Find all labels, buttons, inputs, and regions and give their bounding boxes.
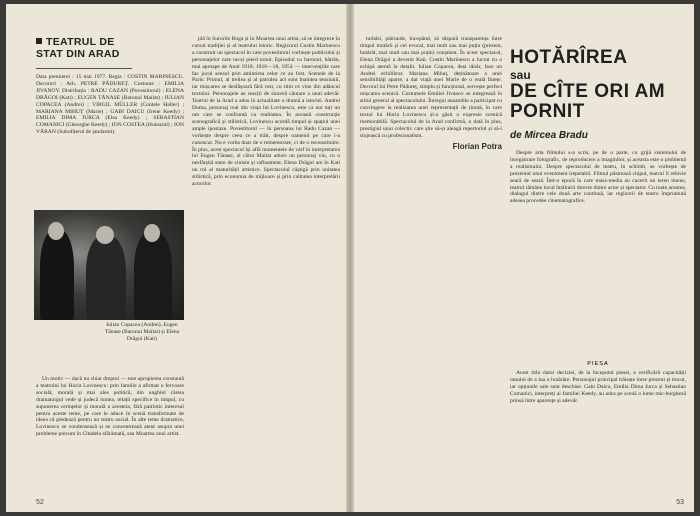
section-title [36, 36, 126, 60]
right-col2-bottom-text: Acest titlu dator deciziei, de la începutul piesei, a verificării capacității omului de a lua o hotărâre. Personajul principal trăiește între prezent și trecut, iar opțiunile sale sunt deschise. Gabi Daicu, Emilia Dima Jurca și Sebastian Comanici, interpreți ai familiei Keedy, au adus pe scenă o lume mic-burgheză prinsă între aparențe și adevăr. [510, 370, 686, 404]
production-photo [34, 210, 184, 320]
author-signature: Florian Potra [452, 141, 502, 151]
gutter [346, 4, 354, 512]
subhead-piesa: PIESA [587, 361, 609, 367]
byline: de Mircea Bradu [510, 130, 588, 141]
page-number-right: 53 [676, 499, 684, 506]
title-line-3: DE CÎTE ORI AM PORNIT [510, 81, 666, 122]
magazine-spread [6, 4, 694, 512]
left-col2-text: plă în Surorile Boga și în Moartea unui artist, să se integreze în cursul tradiției și al teatrului istoric. Regizorul Costin Marinescu a construit un spectacol în care povestitorul vorbește publicului și personajelor care nu-și pierd tonul. Episodul cu baronul, bătrân, mai aproape de Anul 1918, 1916—18, 1954 — intervențiile care fac jocul sensul prin amintirea celor ce au fost. Scenele de la Paris: Primul, al treilea și al patrulea act sunt înaintea tensiunii, iar mișcarea se desfășoară fără rost, cu ritm ce vine din adâncul textului. Personajele au reacții de sinceră căutare a unui adevăr. Teatrul de la Arad a adus în actualitate o dramă a istoriei. Andrei Duma, personaj real din viața lui Lovinescu, este ca noi toți un om care se confruntă cu realitatea. În această construcție scenografică și stilistică, Lovinescu acordă timpul și spațiul unei ample ipostaze. Povestitorul — în persoana lui Radu Cazan — vorbește despre ceea ce a trăit, despre oamenii pe care i-a cunoscut. Nu e vorba doar de o rememorare, ci de o reconstituire. În plus, acest spectacol își află momentele de vârf în interpretarea lui Eugen Tănase, al cărui Mailat aduce un personaj viu, cu o nesfârșită stare de cinism și rafinament. Elena Drăgoi are în Kati un rol al maturității artistice. Spectacolul câștigă prin unitatea stilistică, prin economia de mijloace și prin calitatea interpretării actorilor. [192, 36, 340, 188]
credits-block: Data premierei : 15 mai 1977. Regia : COSTIN MARINESCU. Decoruri : Arh. PETRE PĂDUREȚ. Costume : EMILIA JIVANOV. Distribuția : RADU CAZAN (Povestitorul) ; ELENA DRĂGOI (Kati) ; EUGEN TĂNASE (Baronul Mailat) ; IULIAN COPACEA (Andrei) ; VIRGIL MÜLLER (Contele Haller) ; MARIANA MIHUȚ (Marie) ; GABI DAICU (Irene Keedy) ; EMILIA DIMA JURCA (Elsa Keedy) ; SEBASTIAN COMANICI (Gheorghe Keedy) ; ION COSTEA (Hoinarul) ; ION VĂRAN (Subofițerul de jandarmi). [36, 74, 184, 136]
right-col1-text: turbări, pătrunde, începând, să dispară transparența între timpul mutării și cel evocat, mai mult sau mai puțin (prezent, hotărât, mai mult sau mai puțin) conștient. În acest spectacol, Elena Drăgoi a devenit Kati. Costin Marinescu a lucrat cu o echipă atentă la detalii. Iulian Copacea, deși tânăr, face un Andrei echilibrat. Mariana Mihuț, deținătoare a unei sensibilități aparte, a dat viață unei Marie de o reală finețe. Decorul lui Petre Pădureț, simplu și funcțional, servește perfect mișcarea scenică. Costumele Emiliei Jivanov se integrează în stilul general al spectacolului. Întregul ansamblu a participat cu convingere la realizarea unei reprezentații de ținută, în care textul lui Horia Lovinescu și-a găsit o expresie scenică memorabilă. Spectacolul de la Arad confirmă, o dată în plus, prestigiul unui colectiv care știe să-și aleagă repertoriul și să-l slujească cu profesionalism. [360, 36, 502, 139]
right-col2-text: Despre arta filmului s-a scris, pe de o parte, cu grijă sistemului de înregistrare fotografic, de reproducere a imaginilor, și aceasta este o problemă a realismului. Despre spectacolul de teatru, în schimb, se vorbește de prezentul unui eveniment irepetabil. Filmul păstrează chipul, teatrul îl reînvie seară de seară. Într-o epocă în care mass-media au cucerit un teren imens, teatrul rămâne locul întâlnirii directe dintre actor și spectator. Cu toate acestea, dialogul dintre cele două arte continuă, iar regizorii de teatru împrumută adesea procedee cinematografice. [510, 150, 686, 205]
bullet-square-icon [36, 38, 42, 44]
right-col2 [510, 150, 686, 350]
left-page [6, 4, 346, 512]
section-title-text: TEATRUL DE STAT DIN ARAD [36, 36, 120, 60]
left-col1-bottom-text: Un motiv — dacă nu chiar dreptul — este apropierea constantă a teatrului lui Horia Lovinescu: prin familie a afirmat o fervoare socială, morală și mai ales politică, din unghiul căreia dramaturgul vede și judecă lumea, relații specifice în timpul, cu supunerea cerințelor și morală a acesteia, fără patriotic interesul pentru aceste teme, pe care le aduce în scenă transformate de ideea că pledează pentru un teatru social. În alte teme dramatice, Lovinescu se condensează și se concentrează atent asupra unei probleme precum în Citadela sfărâmată, sau Moartea unui artist. [36, 376, 184, 438]
photo-caption: Iulian Copacea (Andrei), Eugen Tănase (Baronul Mailat) și Elena Drăgoi (Kati) [104, 322, 180, 342]
page-number-left: 52 [36, 499, 44, 506]
article-title [510, 48, 686, 122]
right-col1 [360, 36, 502, 502]
title-line-2: sau [510, 68, 531, 82]
face-kati [144, 224, 160, 242]
right-page [354, 4, 694, 512]
face-mailat [96, 226, 114, 244]
figure-mailat [86, 236, 126, 320]
title-line-1: HOTĂRÎREA [510, 47, 628, 68]
section-rule [36, 68, 132, 69]
left-col2 [192, 36, 340, 502]
figure-andrei [40, 230, 74, 320]
face-andrei [48, 222, 64, 240]
right-col2-bottom [510, 370, 686, 502]
left-col1-bottom [36, 376, 184, 502]
figure-kati [134, 232, 172, 320]
